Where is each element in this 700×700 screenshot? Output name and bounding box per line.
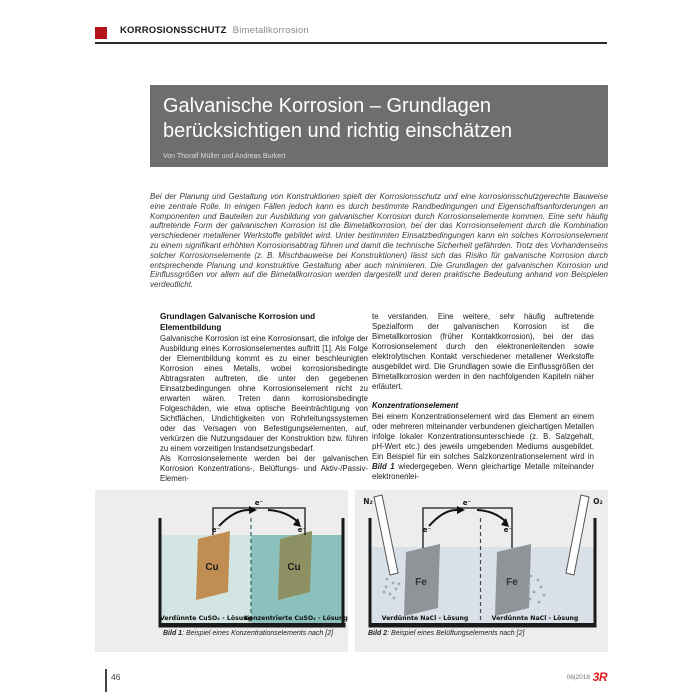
figure2-diagram	[355, 490, 608, 628]
figure1-panel	[95, 490, 348, 652]
arrowhead	[249, 506, 257, 514]
arrowhead	[457, 506, 465, 514]
beaker-bottom	[369, 623, 597, 628]
beaker-bottom	[159, 623, 346, 628]
nitrogen-label: N₂	[363, 497, 373, 506]
section-title: KORROSIONSSCHUTZ	[120, 25, 227, 36]
electron-label: e⁻	[422, 526, 432, 534]
body-column-left	[160, 312, 368, 484]
electron-label: e⁻	[254, 499, 264, 507]
electron-label: e⁻	[211, 526, 221, 534]
electron-flow-arrow	[219, 510, 250, 526]
intro-abstract: Bei der Planung und Gestaltung von Konstruktionen spielt der Korrosionsschutz und eine korrosionsschutzgerechte Bauweise eine zentrale Rolle. In einigen Fällen jedoch kann es durch bestimmte Randbedingungen und Eigenschaftsanforderungen an Komponenten und Bauteilen zur Ausbildung von galvanischer Korrosion durch Korrosionselemente kommen. Eine sehr häufig auftretende Form der galvanischen Korrosion ist die Bimetallkorrosion, bei der das Korrosionselement durch die Kombination verschiedener metallener Werkstoffe gebildet wird. Unter bestimmten Einsatzbedingungen kann ein solches Korrosionselement zu einem signifikant erhöhten Korrosionsabtrag führen und damit die technische Sicherheit gefährden. Trotz des Vorhandenseins solcher Korrosionselemente (z. B. Mischbauweise bei Konstruktionen) lässt sich das Risiko für galvanische Korrosion durch entsprechende Planung und konstruktive Gestaltung aber auch minimieren. Die Grundlagen der galvanischen Korrosion und Einflussgrößen vor allem auf die Bimetallkorrosion werden dargestellt und deren praktische Bedeutung anhand von Beispielen verdeutlicht.	[150, 192, 608, 290]
section-kicker	[120, 25, 309, 36]
article-title-line1: Galvanische Korrosion – Grundlagen	[163, 95, 491, 117]
electrode-label: Fe	[506, 577, 518, 588]
figure2-panel	[355, 490, 608, 652]
figure1-caption-label: Bild 1	[163, 630, 183, 637]
page-number: 46	[111, 672, 121, 682]
figure1-diagram	[95, 490, 348, 628]
figure2-caption-label: Bild 2	[368, 630, 388, 637]
section-heading: Grundlagen Galvanische Korrosion und Elementbildung	[160, 312, 316, 332]
footer-rule	[105, 669, 107, 692]
figure1-caption-text: : Beispiel eines Konzentrationselements nach [2]	[182, 630, 334, 637]
section-marker-square	[95, 27, 107, 39]
circuit-wire	[423, 508, 512, 548]
electron-flow-arrow	[477, 510, 507, 523]
subsection-heading: Konzentrationselement	[372, 401, 459, 410]
body-text: wiedergegeben. Wenn gleichartige Metalle miteinander elektronenlei-	[372, 462, 594, 481]
circuit-wire	[213, 508, 305, 535]
body-paragraph: te verstanden. Eine weitere, sehr häufig auftretende Spezialform der galvanischen Korrosion ist die Bimetallkorrosion (früher Kontaktkorrosion), bei der das Korrosionselement durch den elektronenleitenden sowie elektrolytischen Kontakt verschiedener metallener Werkstoffe ausgebildet wird. Die Grundlagen sowie die Einflussgrößen der Bimetallkorrosion werden in den nachfolgenden Kapiteln näher erläutert.	[372, 312, 594, 391]
electron-flow-arrow	[429, 510, 458, 526]
body-paragraph: Als Korrosionselemente werden bei der galvanischen Korrosion Konzentrations-, Belüftungs- und Aktiv-/Passiv-Elemen-	[160, 454, 368, 483]
electron-label: e⁻	[462, 499, 472, 507]
electrode-label: Fe	[415, 577, 427, 588]
figure1-caption	[163, 630, 333, 637]
body-paragraph	[372, 412, 594, 482]
solution-label-left: Verdünnte NaCl - Lösung	[381, 615, 469, 622]
electron-flow-arrow	[268, 510, 299, 523]
byline: Von Thoralf Müller und Andreas Burkert	[163, 153, 286, 160]
section-topic: Bimetallkorrosion	[232, 25, 309, 36]
body-paragraph: Galvanische Korrosion ist eine Korrosionsart, die infolge der Ausbildung eines Korrosionselementes auftritt [1]. Als Folge der Elementbildung kommt es zu einer beschleunigten Korrosion eines Metalls, wobei korrosionsbedingte Abtragsraten auftreten, die unter den gegebenen Einsatzbedingungen ohne Korrosionselement nicht zu erwarten wären. Treten dann korrosionsbedingte Folgeschäden, wie etwa optische Beeinträchtigung von Sichtflächen, Undichtigkeiten von Rohrleitungssystemen oder das Versagen von Befestigungselementen, auf, verkürzen die Nutzungsdauer der Konstruktion bzw. führen zu einem vorzeitigen Instandsetzungsbedarf.	[160, 334, 368, 453]
figure2-caption	[368, 630, 524, 637]
body-column-right	[372, 312, 594, 482]
title-banner	[150, 85, 608, 167]
oxygen-label: O₂	[593, 497, 603, 506]
electron-label: e⁻	[503, 526, 513, 534]
figure-reference: Bild 1	[372, 462, 395, 471]
body-text: Bei einem Konzentrationselement wird das Element an einem oder mehreren miteinander verbundenen gleichartigen Metallen infolge lokaler Konzentrationsunterschiede (z. B. Salzgehalt, pH-Wert etc.) des jeweils umgebenden Mediums ausgebildet. Ein Beispiel für ein solches Salzkonzentrationselement wird in	[372, 412, 594, 461]
journal-logo: 3R	[592, 670, 607, 684]
electrode-label: Cu	[205, 562, 219, 573]
issue-number: 06|2018	[566, 674, 590, 681]
solution-label-right: Verdünnte NaCl - Lösung	[491, 615, 579, 622]
solution-label-right: Konzentrierte CuSO₄ - Lösung	[244, 615, 348, 622]
header-rule	[95, 42, 607, 44]
electron-label: e⁻	[297, 526, 307, 534]
figure2-caption-text: : Beispiel eines Belüftungselements nach [2]	[387, 630, 525, 637]
article-title-line2: berücksichtigen und richtig einschätzen	[163, 120, 513, 142]
electrode-label: Cu	[287, 562, 301, 573]
solution-label-left: Verdünnte CuSO₄ - Lösung	[159, 615, 253, 622]
